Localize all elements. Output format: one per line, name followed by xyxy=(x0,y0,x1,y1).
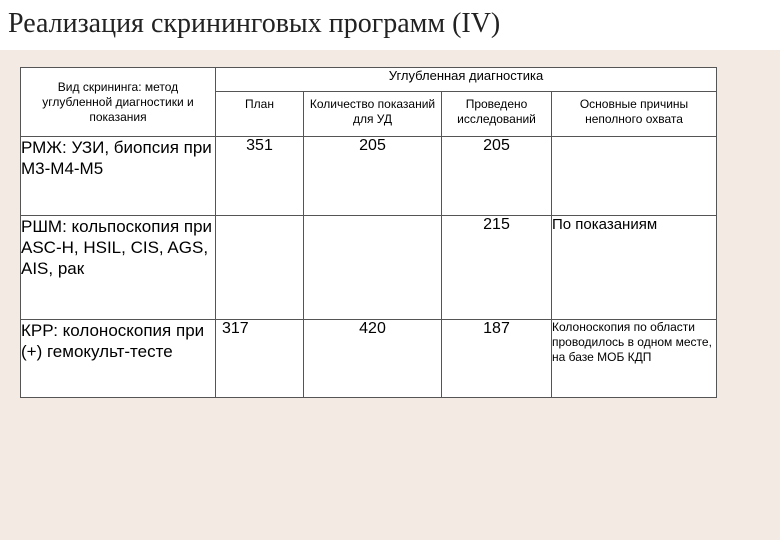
plan-cell xyxy=(216,216,304,320)
indications-cell: 420 xyxy=(304,320,442,398)
performed-cell: 215 xyxy=(442,216,552,320)
plan-header: План xyxy=(216,92,304,137)
reasons-cell xyxy=(552,137,717,216)
reasons-header: Основные причины неполного охвата xyxy=(552,92,717,137)
deep-diagnostics-header: Углубленная диагностика xyxy=(216,68,717,92)
title-bar xyxy=(0,0,780,50)
performed-cell: 187 xyxy=(442,320,552,398)
screening-cell: КРР: колоноскопия при (+) гемокульт-тесте xyxy=(21,320,216,398)
reasons-cell: Колоноскопия по области проводилось в одном месте, на базе МОБ КДП xyxy=(552,320,717,398)
screening-type-header: Вид скрининга: метод углубленной диагностики и показания xyxy=(21,68,216,137)
plan-cell: 351 xyxy=(216,137,304,216)
screening-cell: РШМ: кольпоскопия при ASC-H, HSIL, CIS, AGS, AIS, рак xyxy=(21,216,216,320)
screening-table xyxy=(20,67,717,398)
reasons-cell: По показаниям xyxy=(552,216,717,320)
indications-cell xyxy=(304,216,442,320)
table-row xyxy=(21,216,717,320)
table-row xyxy=(21,320,717,398)
screening-cell: РМЖ: УЗИ, биопсия при М3-М4-М5 xyxy=(21,137,216,216)
indications-cell: 205 xyxy=(304,137,442,216)
performed-cell: 205 xyxy=(442,137,552,216)
slide-title: Реализация скрининговых программ (IV) xyxy=(8,8,501,39)
indications-header: Количество показаний для УД xyxy=(304,92,442,137)
performed-header: Проведено исследований xyxy=(442,92,552,137)
plan-cell: 317 xyxy=(216,320,304,398)
table-row xyxy=(21,137,717,216)
table-header-row xyxy=(21,68,717,92)
